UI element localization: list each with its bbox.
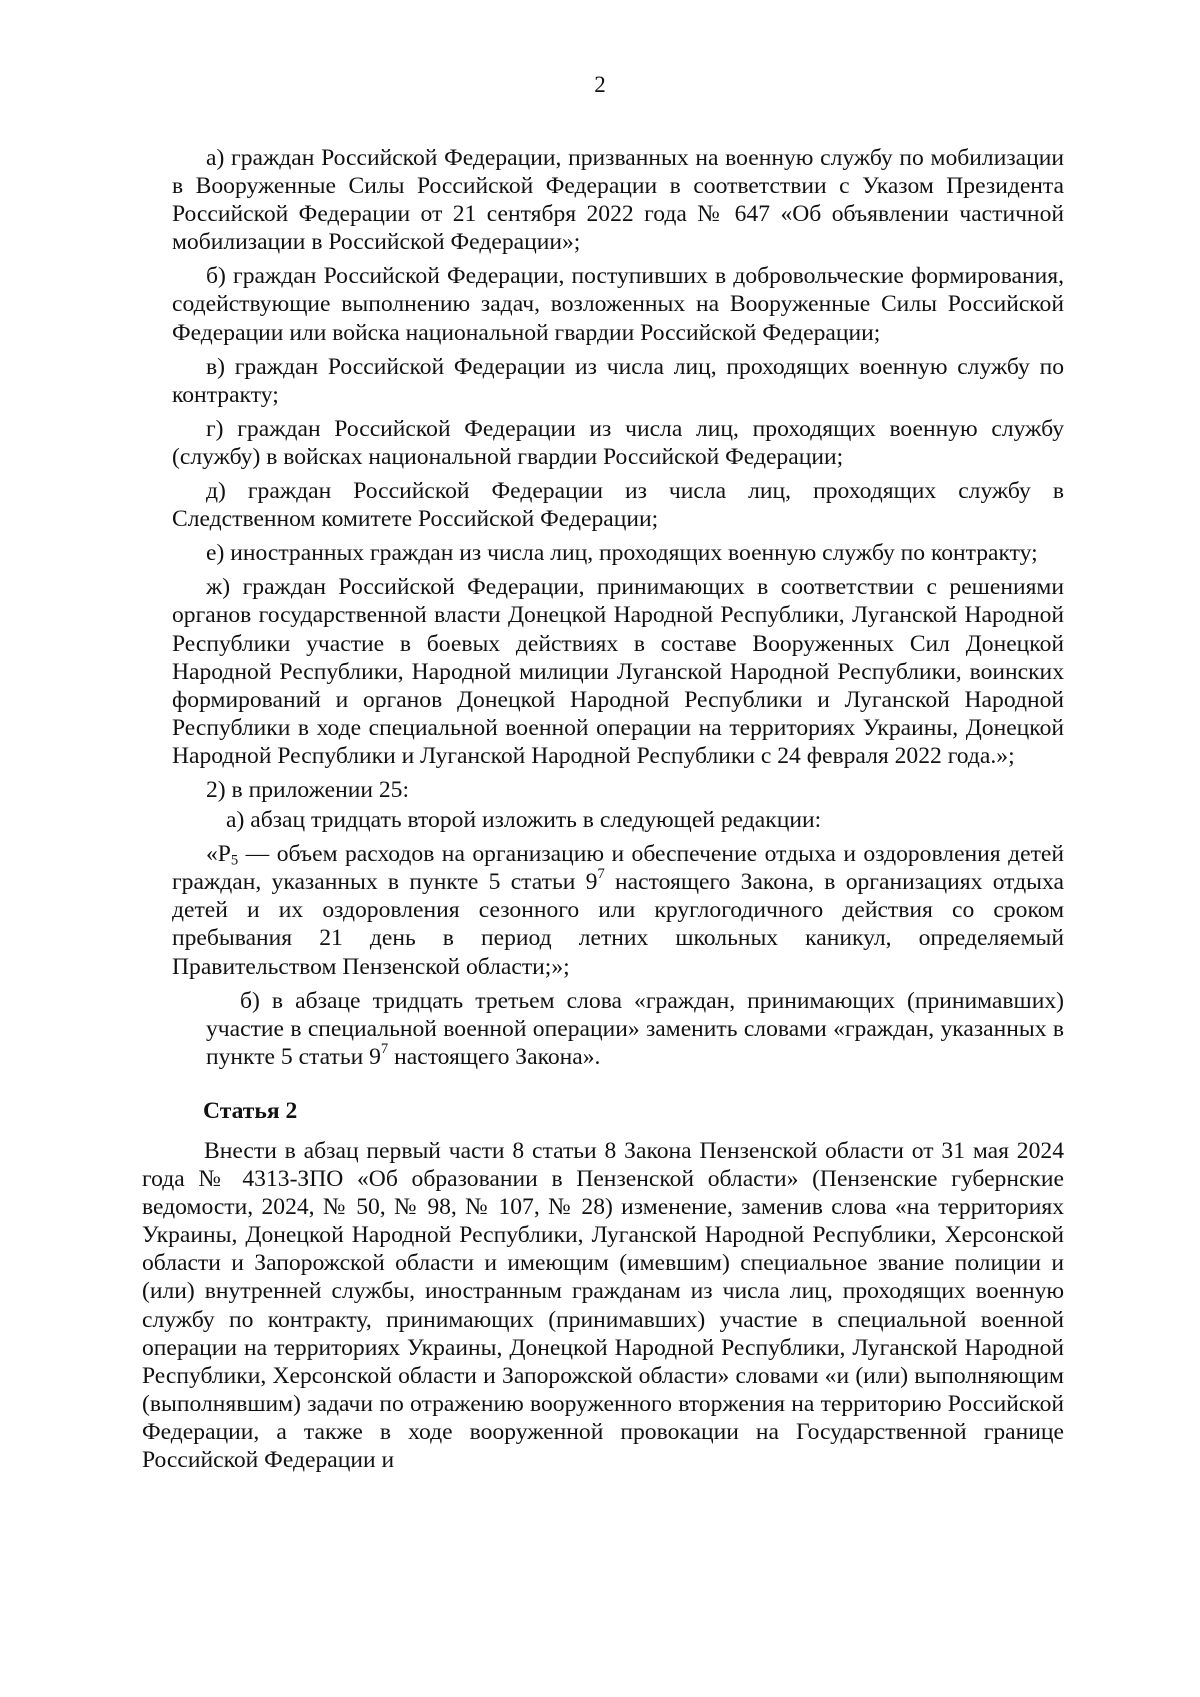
point-2b-part-2: настоящего Закона».: [388, 1043, 601, 1070]
quote-subscript: 5: [230, 852, 239, 869]
point-2b-superscript: 7: [380, 1040, 389, 1057]
list-item-v: в) граждан Российской Федерации из числа лиц, проходящих военную службу по контракту;: [172, 353, 1064, 408]
list-item-zh: ж) граждан Российской Федерации, принимающих в соответствии с решениями органов государственной власти Донецкой Народной Республики, Луганской Народной Республики участие в боевых действиях в составе Вооруженных Сил Донецкой Народной Республики, Народной милиции Луганской Народной Республики, воинских формирований и органов Донецкой Народной Республики и Луганской Народной Республики в ходе специальной военной операции на территориях Украины, Донецкой Народной Республики и Луганской Народной Республики с 24 февраля 2022 года.»;: [172, 574, 1064, 769]
point-2a: а) абзац тридцать второй изложить в следующей редакции:: [226, 807, 822, 834]
list-item-d: д) граждан Российской Федерации из числа лиц, проходящих службу в Следственном комитете Российской Федерации;: [172, 478, 1064, 533]
point-2: 2) в приложении 25:: [206, 776, 410, 803]
point-2b: [172, 987, 1064, 1071]
document-body: [142, 144, 1064, 1480]
point-2b-part-1: б) в абзаце тридцать третьем слова «граждан, принимающих (принимавших) участие в специальной военной операции» заменить словами «граждан, указанных в пункте 5 статьи 9: [206, 987, 1064, 1070]
quote-superscript: 7: [597, 866, 605, 883]
quote-open: «P: [206, 841, 231, 868]
quote-part-1: — объем расходов на организацию и обеспечение отдыха и оздоровления детей граждан, указанных в пункте 5 статьи 9: [172, 841, 1064, 896]
list-item-g: г) граждан Российской Федерации из числа лиц, проходящих военную службу (службу) в войсках национальной гвардии Российской Федерации;: [172, 415, 1064, 470]
list-item-e: е) иностранных граждан из числа лиц, проходящих военную службу по контракту;: [206, 540, 1038, 567]
quote-part-2: настоящего Закона, в организациях отдыха детей и их оздоровления сезонного или круглогодичного действия со сроком пребывания 21 день в период летних школьных каникул, определяемый Правительством Пензенской области;»;: [172, 869, 1064, 980]
page-number: 2: [594, 72, 606, 97]
list-item-a: а) граждан Российской Федерации, призванных на военную службу по мобилизации в Вооруженные Силы Российской Федерации в соответствии с Указом Президента Российской Федерации от 21 сентября 2022 года № 647 «Об объявлении частичной мобилизации в Российской Федерации»;: [172, 145, 1064, 256]
list-item-b: б) граждан Российской Федерации, поступивших в добровольческие формирования, содействующие выполнению задач, возложенных на Вооруженные Силы Российской Федерации или войска национальной гвардии Российской Федерации;: [172, 263, 1064, 346]
quoted-definition: [172, 840, 1064, 980]
article-2-text: Внести в абзац первый части 8 статьи 8 Закона Пензенской области от 31 мая 2024 года № 4313-ЗПО «Об образовании в Пензенской области» (Пензенские губернские ведомости, 2024, № 50, № 98, № 107, № 28) изменение, заменив слова «на территориях Украины, Донецкой Народной Республики, Луганской Народной Республики, Херсонской области и Запорожской области и имеющим (имевшим) специальное звание полиции и (или) внутренней службы, иностранным гражданам из числа лиц, проходящих военную службу по контракту, принимающих (принимавших) участие в специальной военной операции на территориях Украины, Донецкой Народной Республики, Луганской Народной Республики, Херсонской области и Запорожской области» словами «и (или) выполняющим (выполнявшим) задачи по отражению вооруженного вторжения на территорию Российской Федерации, а также в ходе вооруженной провокации на Государственной границе Российской Федерации и: [142, 1138, 1064, 1474]
article-2-heading: Статья 2: [203, 1097, 298, 1124]
